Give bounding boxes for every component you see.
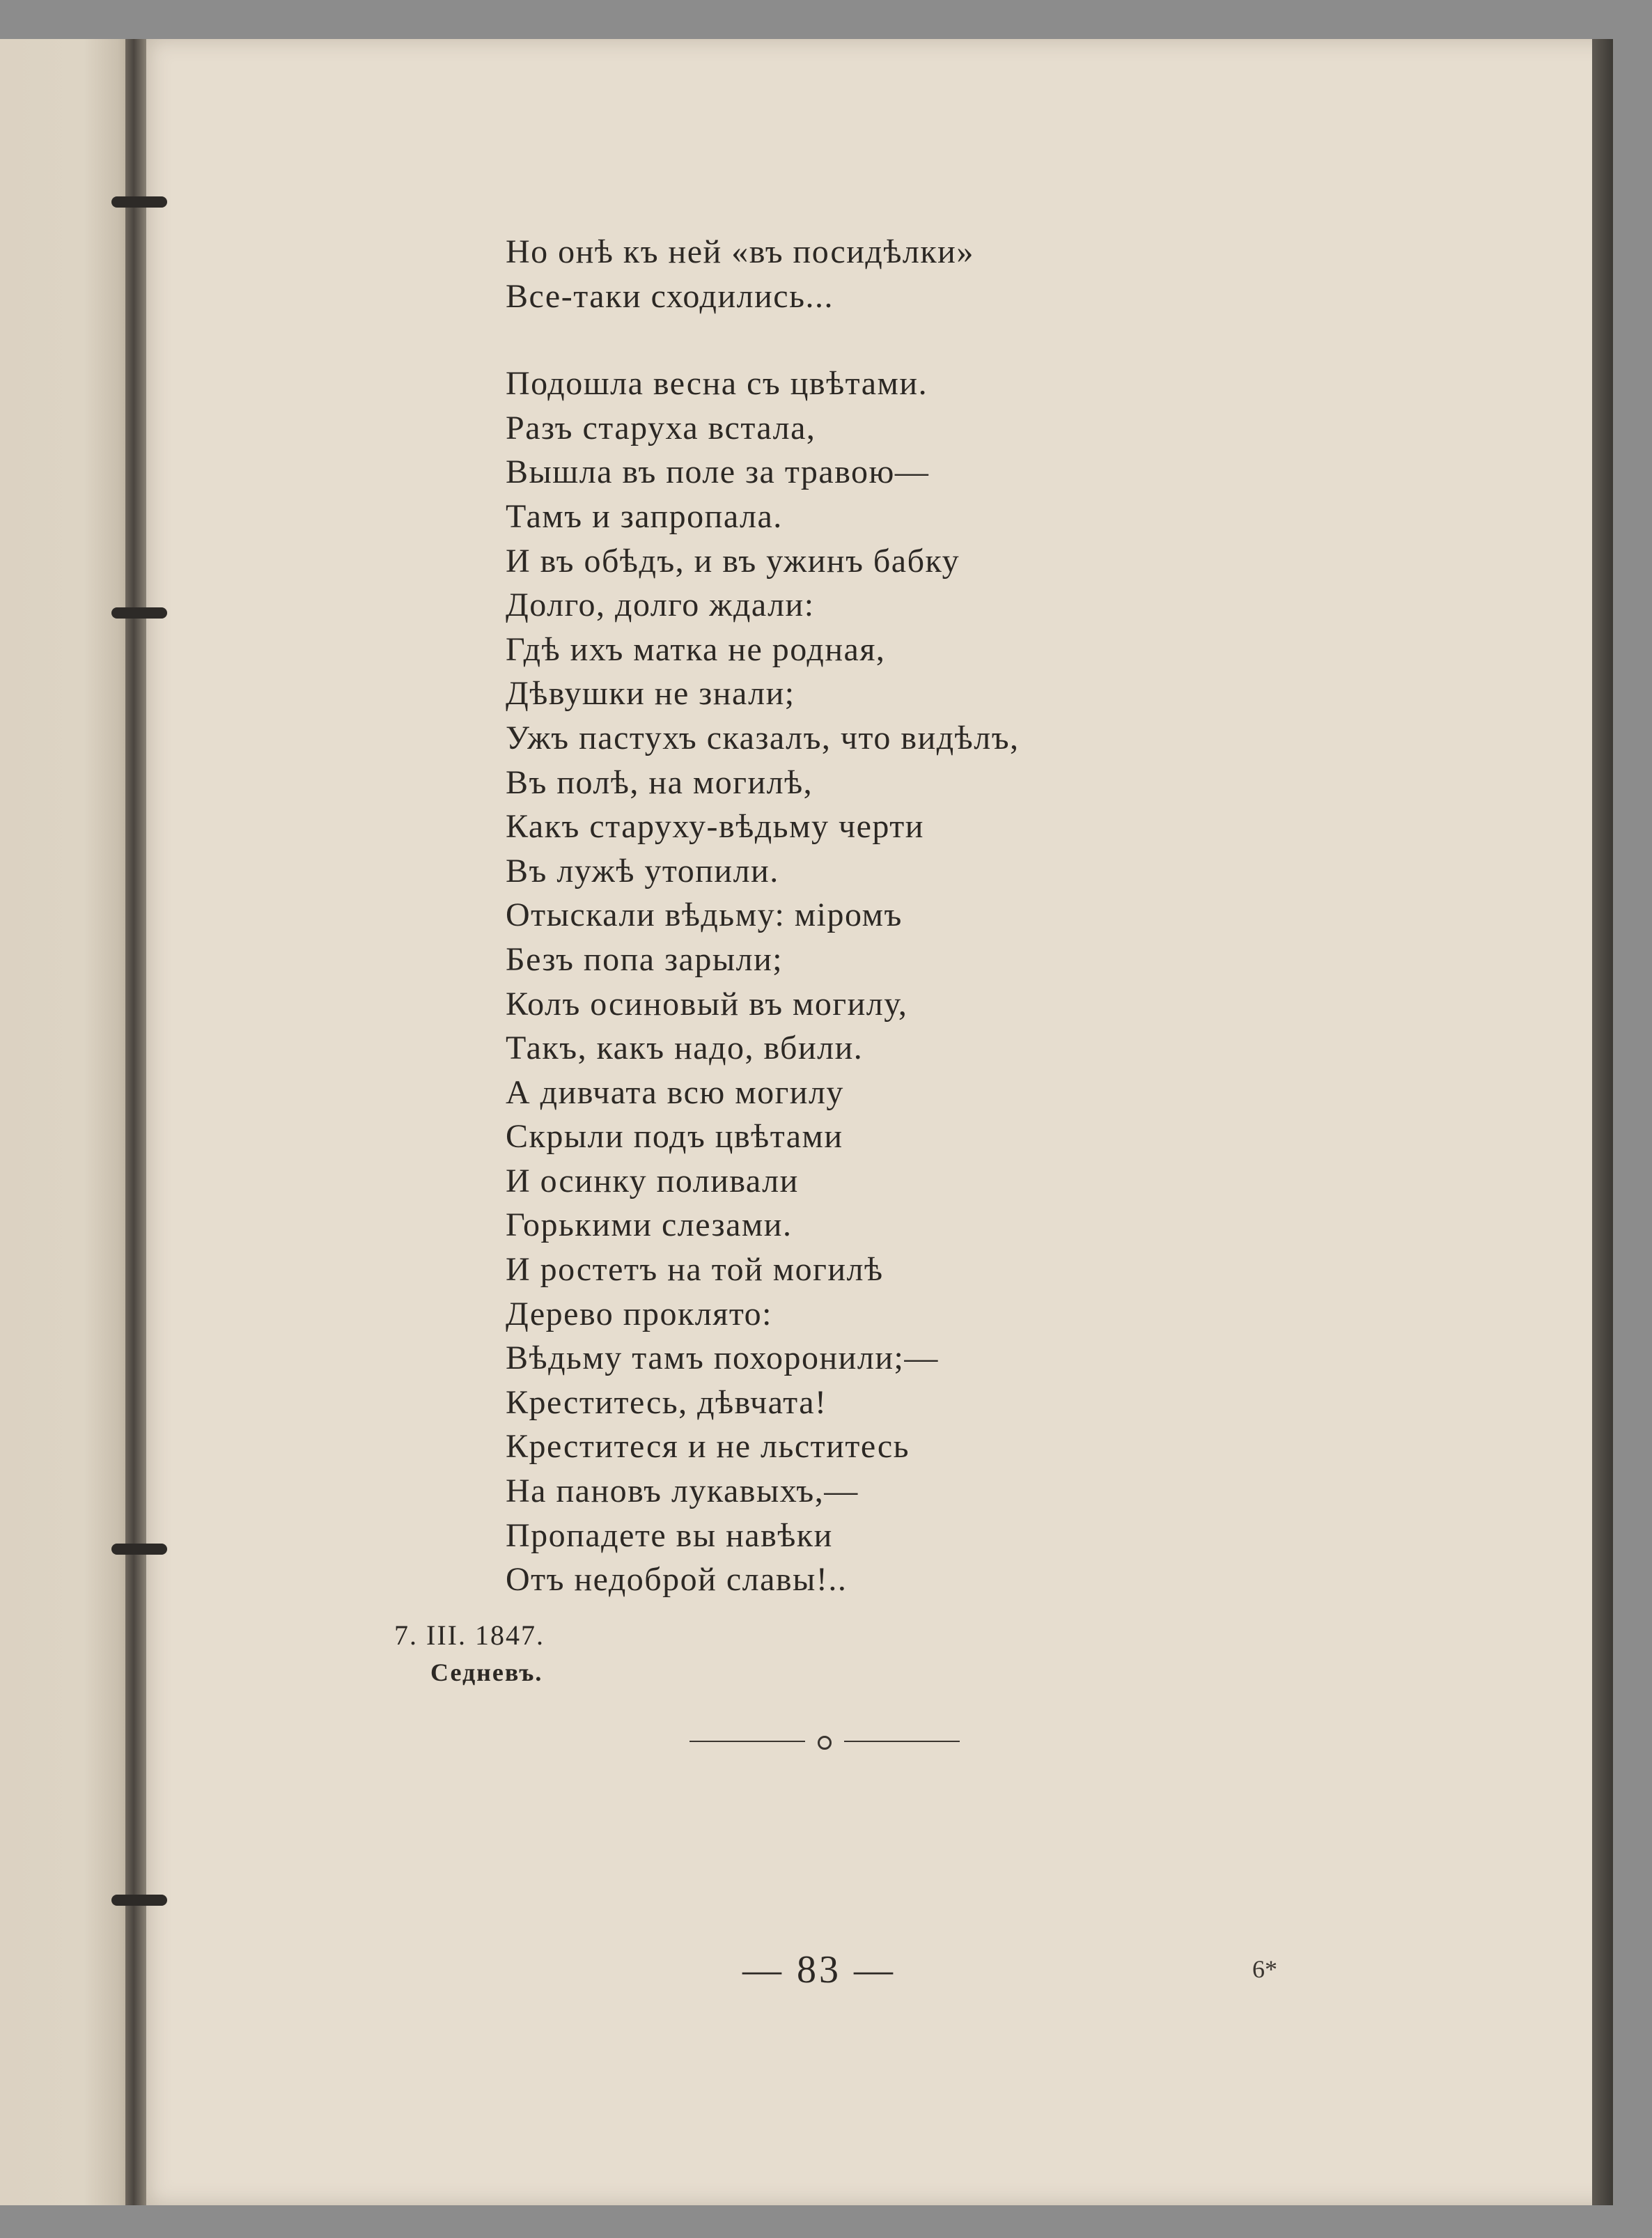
poem-line: Вышла въ поле за травою— xyxy=(506,453,930,491)
poem-line: Разъ старуха встала, xyxy=(506,409,816,446)
poem-line: Безъ попа зарыли; xyxy=(506,940,784,978)
poem-line: Вѣдьму тамъ похоронили;— xyxy=(506,1339,939,1377)
poem-line: Все-таки сходились... xyxy=(506,277,834,315)
poem-line: И ростетъ на той могилѣ xyxy=(506,1251,884,1289)
poem-line: Въ полѣ, на могилѣ, xyxy=(506,763,813,801)
poem-line: Какъ старуху-вѣдьму черти xyxy=(506,808,924,846)
page-right-edge xyxy=(1592,39,1613,2205)
page-number: — 83 — xyxy=(742,1948,896,1991)
poem-line: Въ лужѣ утопили. xyxy=(506,852,779,889)
poem-line: Но онѣ къ ней «въ посидѣлки» xyxy=(506,233,974,270)
poem-line: Креститеся и не льститесь xyxy=(506,1428,910,1466)
separator-line xyxy=(844,1741,960,1742)
poem-line: Ужъ пастухъ сказалъ, что видѣлъ, xyxy=(506,719,1020,756)
poem-line: А дивчата всю могилу xyxy=(506,1073,844,1111)
poem-line: Колъ осиновый въ могилу, xyxy=(506,985,908,1023)
section-separator xyxy=(689,1727,965,1755)
poem-line: Подошла весна съ цвѣтами. xyxy=(506,365,928,403)
binding-stitch xyxy=(111,196,167,208)
book-spine xyxy=(125,39,146,2205)
poem-line: Дерево проклято: xyxy=(506,1295,772,1332)
stanza-break xyxy=(506,318,1411,362)
separator-circle xyxy=(818,1736,832,1750)
poem-line: Тамъ и запропала. xyxy=(506,497,783,535)
binding-stitch xyxy=(111,1544,167,1555)
poem-line: Дѣвушки не знали; xyxy=(506,675,795,713)
poem-line: Отъ недоброй славы!.. xyxy=(506,1561,848,1599)
left-page-edge xyxy=(0,39,139,2205)
binding-stitch xyxy=(111,1895,167,1906)
poem-line: Креститесь, дѣвчата! xyxy=(506,1383,827,1421)
signature-mark: 6* xyxy=(1252,1955,1277,1983)
poem-place: Седневъ. xyxy=(430,1658,543,1686)
poem-line: Скрыли подъ цвѣтами xyxy=(506,1118,843,1156)
poem-line: И осинку поливали xyxy=(506,1162,799,1199)
poem-line: Долго, долго ждали: xyxy=(506,586,815,624)
poem-line: Пропадете вы навѣки xyxy=(506,1516,833,1554)
poem-text xyxy=(506,230,1411,1602)
poem-line: Горькими слезами. xyxy=(506,1206,793,1244)
poem-line: Отыскали вѣдьму: міромъ xyxy=(506,896,903,934)
poem-line: На пановъ лукавыхъ,— xyxy=(506,1472,859,1510)
poem-date: 7. III. 1847. xyxy=(394,1619,545,1651)
poem-line: Гдѣ ихъ матка не родная, xyxy=(506,630,886,668)
poem-line: И въ обѣдъ, и въ ужинъ бабку xyxy=(506,542,960,580)
separator-line xyxy=(689,1741,805,1742)
binding-stitch xyxy=(111,607,167,619)
poem-line: Такъ, какъ надо, вбили. xyxy=(506,1029,864,1067)
